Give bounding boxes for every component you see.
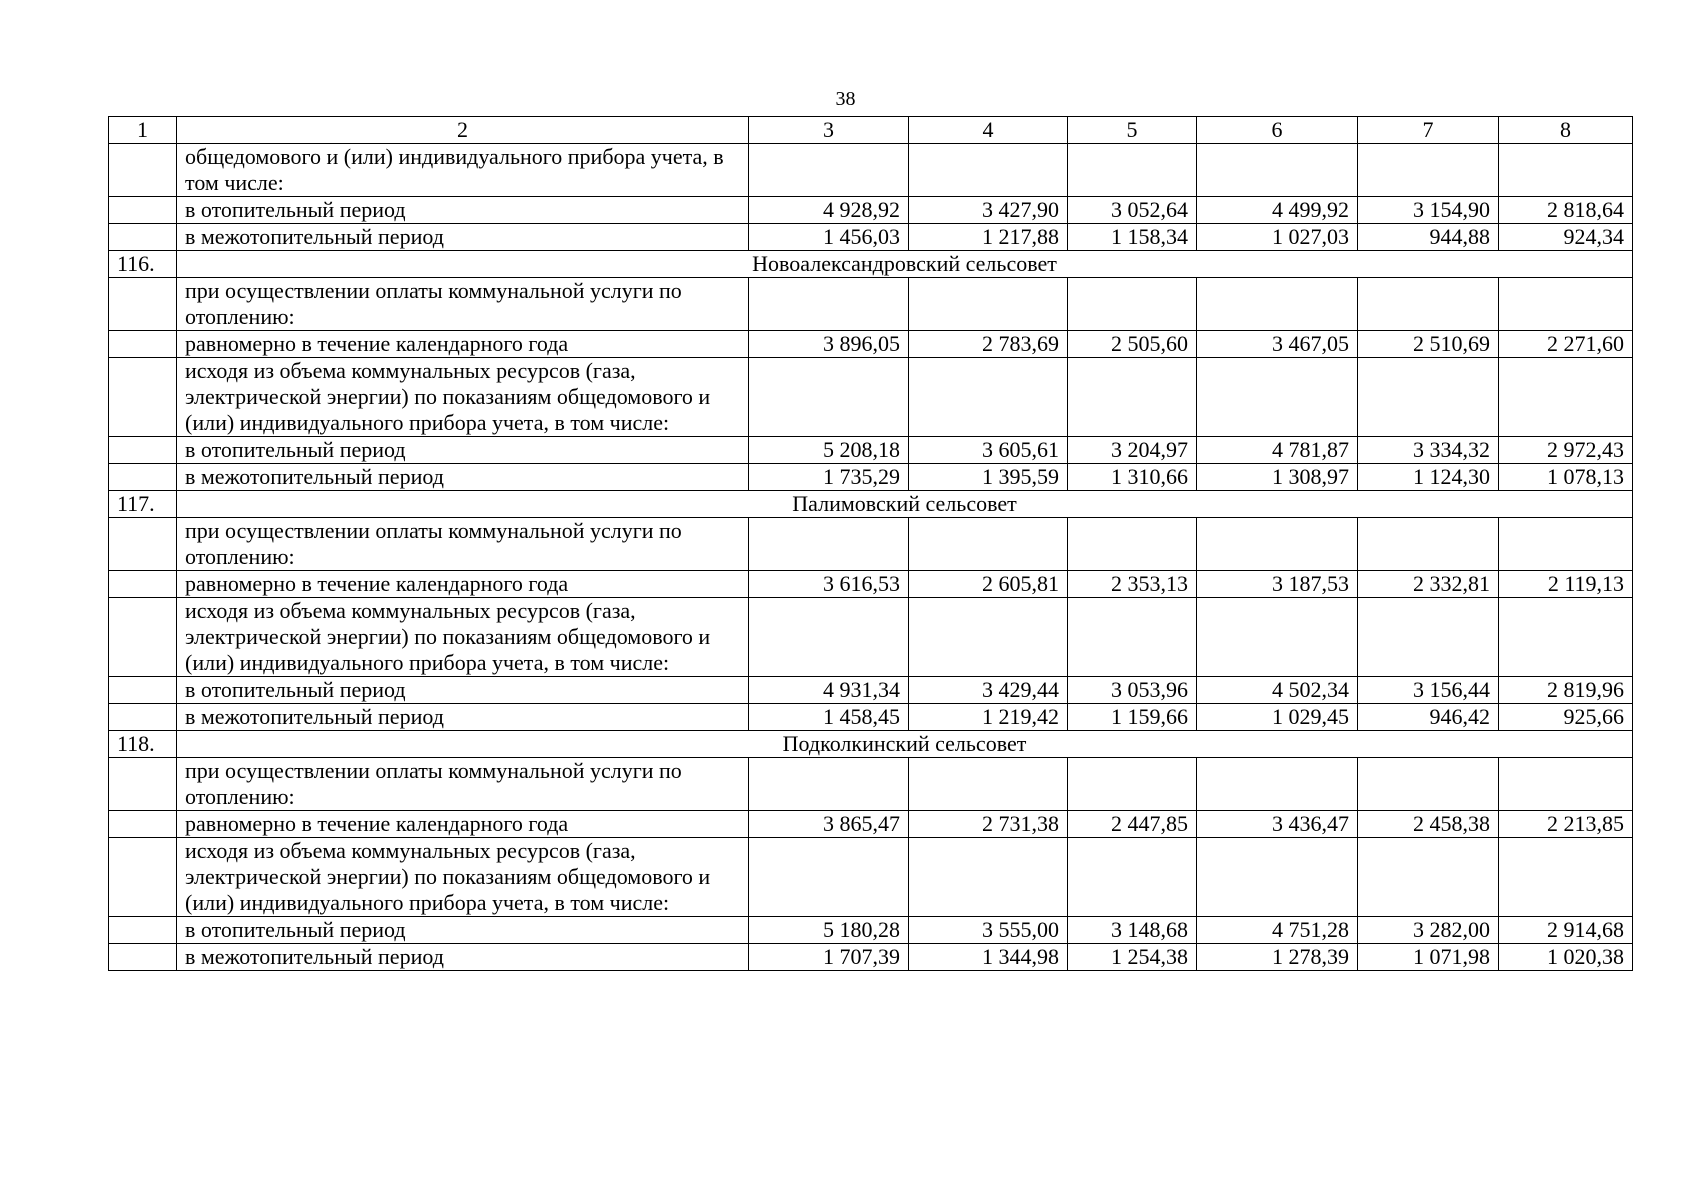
data-row <box>109 571 1633 598</box>
header-cell: 4 <box>909 117 1068 144</box>
row-label: в отопительный период <box>177 437 749 464</box>
value-cell <box>1197 278 1358 331</box>
number-cell <box>109 518 177 571</box>
value-cell: 1 456,03 <box>749 224 909 251</box>
value-cell: 2 605,81 <box>909 571 1068 598</box>
value-cell <box>1499 278 1633 331</box>
data-row <box>109 811 1633 838</box>
row-label: исходя из объема коммунальных ресурсов (газа, электрической энергии) по показаниям общедомового и (или) индивидуального прибора учета, в том числе: <box>177 838 749 917</box>
value-cell: 2 972,43 <box>1499 437 1633 464</box>
section-number: 116. <box>109 251 177 278</box>
value-cell: 3 429,44 <box>909 677 1068 704</box>
row-label: в отопительный период <box>177 197 749 224</box>
row-label: в межотопительный период <box>177 224 749 251</box>
value-cell: 4 931,34 <box>749 677 909 704</box>
value-cell <box>1068 838 1197 917</box>
section-row <box>109 491 1633 518</box>
value-cell: 3 053,96 <box>1068 677 1197 704</box>
value-cell: 1 344,98 <box>909 944 1068 971</box>
value-cell: 2 119,13 <box>1499 571 1633 598</box>
number-cell <box>109 811 177 838</box>
value-cell: 1 308,97 <box>1197 464 1358 491</box>
description-row <box>109 358 1633 437</box>
value-cell <box>909 598 1068 677</box>
value-cell: 1 159,66 <box>1068 704 1197 731</box>
row-label: при осуществлении оплаты коммунальной услуги по отоплению: <box>177 278 749 331</box>
row-label: в межотопительный период <box>177 944 749 971</box>
value-cell <box>909 358 1068 437</box>
value-cell: 2 731,38 <box>909 811 1068 838</box>
value-cell: 2 447,85 <box>1068 811 1197 838</box>
value-cell <box>1197 838 1358 917</box>
value-cell: 2 818,64 <box>1499 197 1633 224</box>
value-cell <box>749 758 909 811</box>
number-cell <box>109 464 177 491</box>
section-row <box>109 251 1633 278</box>
value-cell: 4 751,28 <box>1197 917 1358 944</box>
section-title: Новоалександровский сельсовет <box>177 251 1633 278</box>
value-cell <box>1068 518 1197 571</box>
row-label: равномерно в течение календарного года <box>177 811 749 838</box>
value-cell <box>1068 358 1197 437</box>
value-cell <box>749 518 909 571</box>
data-row <box>109 677 1633 704</box>
value-cell: 3 148,68 <box>1068 917 1197 944</box>
value-cell: 4 781,87 <box>1197 437 1358 464</box>
number-cell <box>109 278 177 331</box>
number-cell <box>109 758 177 811</box>
number-cell <box>109 704 177 731</box>
value-cell <box>1068 598 1197 677</box>
row-label: в межотопительный период <box>177 704 749 731</box>
description-row <box>109 758 1633 811</box>
data-row <box>109 464 1633 491</box>
row-label: в отопительный период <box>177 677 749 704</box>
value-cell <box>1197 144 1358 197</box>
value-cell: 3 282,00 <box>1358 917 1499 944</box>
value-cell: 3 187,53 <box>1197 571 1358 598</box>
value-cell <box>1358 758 1499 811</box>
value-cell: 1 158,34 <box>1068 224 1197 251</box>
number-cell <box>109 358 177 437</box>
header-row <box>109 117 1633 144</box>
row-label: при осуществлении оплаты коммунальной услуги по отоплению: <box>177 758 749 811</box>
value-cell: 2 332,81 <box>1358 571 1499 598</box>
section-row <box>109 731 1633 758</box>
value-cell <box>1499 518 1633 571</box>
row-label: в межотопительный период <box>177 464 749 491</box>
row-label: равномерно в течение календарного года <box>177 571 749 598</box>
value-cell <box>1197 758 1358 811</box>
value-cell <box>749 144 909 197</box>
number-cell <box>109 437 177 464</box>
data-row <box>109 437 1633 464</box>
tariff-table <box>108 116 1633 971</box>
description-row <box>109 144 1633 197</box>
data-row <box>109 917 1633 944</box>
value-cell: 3 605,61 <box>909 437 1068 464</box>
value-cell <box>909 758 1068 811</box>
header-cell: 8 <box>1499 117 1633 144</box>
number-cell <box>109 917 177 944</box>
value-cell: 3 555,00 <box>909 917 1068 944</box>
value-cell <box>1068 278 1197 331</box>
value-cell: 3 467,05 <box>1197 331 1358 358</box>
section-title: Палимовский сельсовет <box>177 491 1633 518</box>
number-cell <box>109 571 177 598</box>
value-cell <box>909 518 1068 571</box>
value-cell: 1 395,59 <box>909 464 1068 491</box>
value-cell: 5 180,28 <box>749 917 909 944</box>
value-cell: 1 735,29 <box>749 464 909 491</box>
section-number: 117. <box>109 491 177 518</box>
header-cell: 6 <box>1197 117 1358 144</box>
description-row <box>109 838 1633 917</box>
number-cell <box>109 224 177 251</box>
value-cell: 2 819,96 <box>1499 677 1633 704</box>
value-cell: 944,88 <box>1358 224 1499 251</box>
value-cell: 1 029,45 <box>1197 704 1358 731</box>
value-cell <box>1358 358 1499 437</box>
value-cell <box>1358 518 1499 571</box>
value-cell: 1 124,30 <box>1358 464 1499 491</box>
value-cell <box>1358 838 1499 917</box>
value-cell: 3 052,64 <box>1068 197 1197 224</box>
table-body <box>109 117 1633 971</box>
value-cell: 1 707,39 <box>749 944 909 971</box>
row-label: общедомового и (или) индивидуального прибора учета, в том числе: <box>177 144 749 197</box>
value-cell <box>1197 598 1358 677</box>
value-cell: 4 499,92 <box>1197 197 1358 224</box>
value-cell: 1 020,38 <box>1499 944 1633 971</box>
value-cell: 3 865,47 <box>749 811 909 838</box>
value-cell: 2 458,38 <box>1358 811 1499 838</box>
number-cell <box>109 677 177 704</box>
value-cell: 1 027,03 <box>1197 224 1358 251</box>
value-cell: 1 278,39 <box>1197 944 1358 971</box>
value-cell <box>1358 598 1499 677</box>
data-row <box>109 224 1633 251</box>
value-cell: 1 254,38 <box>1068 944 1197 971</box>
row-label: исходя из объема коммунальных ресурсов (газа, электрической энергии) по показаниям общедомового и (или) индивидуального прибора учета, в том числе: <box>177 358 749 437</box>
data-row <box>109 704 1633 731</box>
value-cell: 2 213,85 <box>1499 811 1633 838</box>
value-cell: 1 310,66 <box>1068 464 1197 491</box>
value-cell: 2 914,68 <box>1499 917 1633 944</box>
value-cell: 2 510,69 <box>1358 331 1499 358</box>
description-row <box>109 518 1633 571</box>
value-cell <box>749 358 909 437</box>
value-cell <box>1358 278 1499 331</box>
data-row <box>109 331 1633 358</box>
header-cell: 5 <box>1068 117 1197 144</box>
header-cell: 1 <box>109 117 177 144</box>
value-cell: 3 436,47 <box>1197 811 1358 838</box>
value-cell <box>749 278 909 331</box>
value-cell: 3 896,05 <box>749 331 909 358</box>
value-cell <box>1358 144 1499 197</box>
value-cell: 3 156,44 <box>1358 677 1499 704</box>
value-cell <box>909 144 1068 197</box>
data-row <box>109 197 1633 224</box>
value-cell <box>1499 838 1633 917</box>
value-cell <box>1068 758 1197 811</box>
value-cell <box>909 838 1068 917</box>
section-title: Подколкинский сельсовет <box>177 731 1633 758</box>
value-cell: 3 427,90 <box>909 197 1068 224</box>
value-cell <box>1197 518 1358 571</box>
description-row <box>109 278 1633 331</box>
value-cell: 2 271,60 <box>1499 331 1633 358</box>
header-cell: 3 <box>749 117 909 144</box>
number-cell <box>109 144 177 197</box>
value-cell: 4 928,92 <box>749 197 909 224</box>
page-number: 38 <box>835 88 856 110</box>
description-row <box>109 598 1633 677</box>
row-label: исходя из объема коммунальных ресурсов (газа, электрической энергии) по показаниям общедомового и (или) индивидуального прибора учета, в том числе: <box>177 598 749 677</box>
value-cell: 1 458,45 <box>749 704 909 731</box>
value-cell: 925,66 <box>1499 704 1633 731</box>
header-cell: 2 <box>177 117 749 144</box>
value-cell <box>1068 144 1197 197</box>
value-cell: 1 071,98 <box>1358 944 1499 971</box>
value-cell: 2 783,69 <box>909 331 1068 358</box>
value-cell: 924,34 <box>1499 224 1633 251</box>
number-cell <box>109 838 177 917</box>
row-label: равномерно в течение календарного года <box>177 331 749 358</box>
value-cell <box>1499 358 1633 437</box>
header-cell: 7 <box>1358 117 1499 144</box>
value-cell <box>1197 358 1358 437</box>
row-label: в отопительный период <box>177 917 749 944</box>
value-cell <box>1499 758 1633 811</box>
value-cell: 1 217,88 <box>909 224 1068 251</box>
section-number: 118. <box>109 731 177 758</box>
value-cell: 1 219,42 <box>909 704 1068 731</box>
row-label: при осуществлении оплаты коммунальной услуги по отоплению: <box>177 518 749 571</box>
value-cell: 3 154,90 <box>1358 197 1499 224</box>
number-cell <box>109 331 177 358</box>
value-cell: 3 204,97 <box>1068 437 1197 464</box>
value-cell <box>1499 598 1633 677</box>
number-cell <box>109 197 177 224</box>
value-cell: 3 334,32 <box>1358 437 1499 464</box>
value-cell <box>909 278 1068 331</box>
value-cell: 2 353,13 <box>1068 571 1197 598</box>
number-cell <box>109 944 177 971</box>
number-cell <box>109 598 177 677</box>
value-cell: 2 505,60 <box>1068 331 1197 358</box>
value-cell <box>749 838 909 917</box>
value-cell: 4 502,34 <box>1197 677 1358 704</box>
data-row <box>109 944 1633 971</box>
value-cell: 946,42 <box>1358 704 1499 731</box>
value-cell <box>1499 144 1633 197</box>
value-cell: 5 208,18 <box>749 437 909 464</box>
value-cell <box>749 598 909 677</box>
value-cell: 1 078,13 <box>1499 464 1633 491</box>
value-cell: 3 616,53 <box>749 571 909 598</box>
